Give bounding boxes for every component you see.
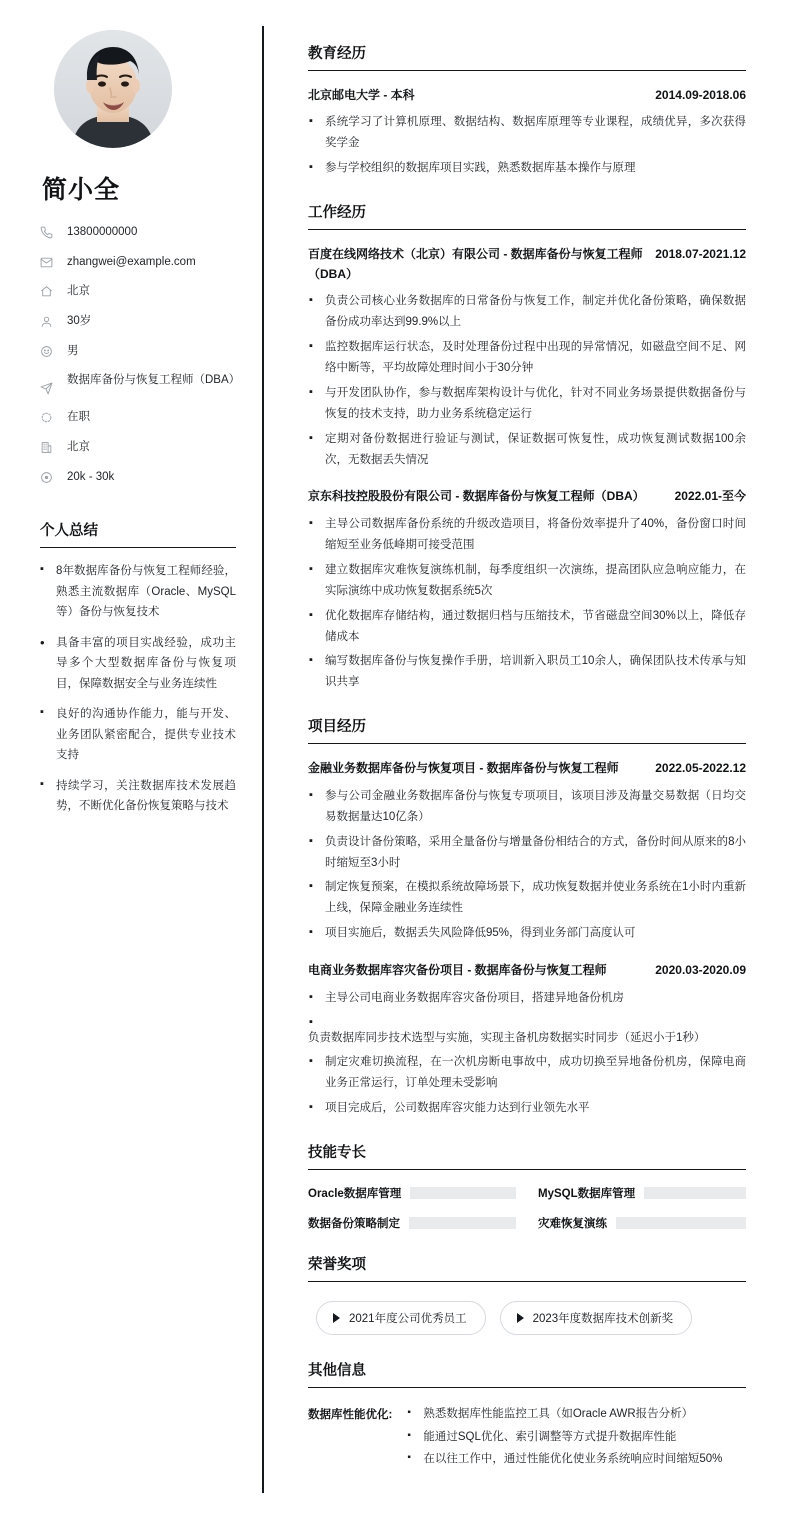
honor-chip[interactable]: [316, 1301, 486, 1335]
section-projects: [308, 715, 746, 1119]
skill-name: 数据备份策略制定: [308, 1218, 400, 1231]
contact-item-work-city: [40, 439, 236, 456]
entry-date: 2022.01-至今: [674, 489, 746, 504]
section-education: [308, 42, 746, 179]
list-item-empty: [308, 1013, 746, 1024]
list-item: ▪ 持续学习，关注数据库技术发展趋势，不断优化备份恢复策略与技术: [40, 776, 236, 817]
list-item: ▪ 熟悉数据库性能监控工具（如Oracle AWR报告分析）: [406, 1403, 746, 1425]
skills-grid: [308, 1185, 746, 1231]
honor-chip[interactable]: [500, 1301, 693, 1335]
entry-bullets: [308, 988, 746, 1024]
list-item: ▪ 主导公司电商业务数据库容灾备份项目，搭建异地备份机房: [308, 988, 746, 1009]
other-title: 其他信息: [308, 1359, 746, 1388]
list-item: ▪ 负责设计备份策略，采用全量备份与增量备份相结合的方式，备份时间从原来的8小时缩短至3小时: [308, 832, 746, 874]
education-entry: [308, 86, 746, 179]
entry-bullets-continued: [308, 1052, 746, 1119]
work-entry: [308, 487, 746, 693]
list-item: ▪ 负责公司核心业务数据库的日常备份与恢复工作，制定并优化备份策略，确保数据备份成功率达到99.9%以上: [308, 291, 746, 333]
skill-name: Oracle数据库管理: [308, 1188, 402, 1201]
list-item: ▪ 主导公司数据库备份系统的升级改造项目，将备份效率提升了40%，备份窗口时间缩短至业务低峰期可接受范围: [308, 514, 746, 556]
entry-title: 电商业务数据库容灾备份项目 - 数据库备份与恢复工程师: [308, 963, 607, 978]
section-work: [308, 201, 746, 693]
list-item: ▪ 建立数据库灾难恢复演练机制，每季度组织一次演练，提高团队应急响应能力，在实际演练中成功恢复数据系统5次: [308, 560, 746, 602]
projects-title: 项目经历: [308, 715, 746, 744]
user-icon: [40, 314, 60, 329]
contact-value: zhangwei@example.com: [67, 255, 196, 268]
work-title: 工作经历: [308, 201, 746, 230]
section-skills: [308, 1141, 746, 1231]
contact-item-status: [40, 409, 236, 426]
person-name: 简小全: [42, 176, 121, 204]
skill-bar-track: [410, 1187, 516, 1199]
entry-title: 京东科技控股股份有限公司 - 数据库备份与恢复工程师（DBA）: [308, 489, 645, 504]
entry-head: [308, 487, 746, 506]
work-entry: [308, 245, 746, 470]
other-label: 数据库性能优化:: [308, 1409, 393, 1422]
list-item: ▪ 系统学习了计算机原理、数据结构、数据库原理等专业课程，成绩优异，多次获得奖学金: [308, 112, 746, 154]
entry-title: 金融业务数据库备份与恢复项目 - 数据库备份与恢复工程师: [308, 761, 619, 776]
honors-title: 荣誉奖项: [308, 1253, 746, 1282]
building-icon: [40, 440, 60, 455]
contact-item-phone: [40, 224, 236, 241]
list-item: ▪ 项目实施后，数据丢失风险降低95%，得到业务部门高度认可: [308, 923, 746, 944]
entry-date: 2014.09-2018.06: [655, 88, 746, 103]
section-honors: [308, 1253, 746, 1337]
skill-name: 灾难恢复演练: [538, 1218, 607, 1231]
list-item: ▪ 制定恢复预案，在模拟系统故障场景下，成功恢复数据并使业务系统在1小时内重新上线，保障金融业务连续性: [308, 877, 746, 919]
skill-bar-track: [616, 1217, 746, 1229]
contact-item-gender: [40, 343, 236, 360]
project-stray-line: 负责数据库同步技术选型与实施，实现主备机房数据实时同步（延迟小于1秒）: [308, 1031, 706, 1044]
entry-bullets: [308, 786, 746, 944]
avatar-photo-icon: [54, 30, 172, 148]
gender-icon: [40, 344, 60, 359]
play-triangle-icon: [517, 1313, 524, 1323]
contact-value: 男: [67, 344, 79, 357]
section-other: [308, 1359, 746, 1470]
contact-item-position: [40, 372, 241, 396]
list-item: ▪ 参与学校组织的数据库项目实践，熟悉数据库基本操作与原理: [308, 158, 746, 179]
skill-row: [538, 1185, 746, 1201]
contact-value: 北京: [67, 285, 90, 298]
contact-item-email: [40, 254, 236, 271]
contact-item-location: [40, 283, 236, 300]
list-item: ▪ 与开发团队协作，参与数据库架构设计与优化，针对不同业务场景提供数据备份与恢复的技术支持，助力业务系统稳定运行: [308, 383, 746, 425]
entry-title: 百度在线网络技术（北京）有限公司 - 数据库备份与恢复工程师（DBA）: [308, 247, 643, 281]
project-entry: [308, 961, 746, 1119]
skill-row: [308, 1185, 516, 1201]
contact-value: 20k - 30k: [67, 470, 115, 483]
list-item: ▪ 监控数据库运行状态，及时处理备份过程中出现的异常情况，如磁盘空间不足、网络中断等，平均故障处理时间小于30分钟: [308, 337, 746, 379]
entry-title: 北京邮电大学 - 本科: [308, 88, 415, 103]
entry-date: 2022.05-2022.12: [655, 761, 746, 776]
paper-plane-icon: [40, 381, 60, 396]
other-row: [308, 1403, 746, 1470]
list-item: ▪ 制定灾难切换流程，在一次机房断电事故中，成功切换至异地备份机房，保障电商业务正常运行，订单处理未受影响: [308, 1052, 746, 1094]
entry-bullets: [308, 112, 746, 179]
contact-value: 数据库备份与恢复工程师（DBA）: [67, 374, 241, 387]
summary-title: 个人总结: [40, 519, 236, 548]
contact-item-age: [40, 313, 236, 330]
contact-value: 在职: [67, 411, 90, 424]
list-item: ▪ 编写数据库备份与恢复操作手册，培训新入职员工10余人，确保团队技术传承与知识共享: [308, 651, 746, 693]
education-title: 教育经历: [308, 42, 746, 71]
entry-date: 2018.07-2021.12: [655, 247, 746, 262]
coin-icon: [40, 470, 60, 485]
entry-head: [308, 86, 746, 105]
play-triangle-icon: [333, 1313, 340, 1323]
entry-head: [308, 245, 746, 284]
list-item: ▪ 参与公司金融业务数据库备份与恢复专项项目，该项目涉及海量交易数据（日均交易数据量达10亿条）: [308, 786, 746, 828]
contact-value: 30岁: [67, 315, 92, 328]
main-content: [264, 0, 794, 1519]
summary-list: [40, 561, 236, 816]
entry-bullets: [308, 291, 746, 470]
list-item: • 具备丰富的项目实战经验，成功主导多个大型数据库备份与恢复项目，保障数据安全与业务连续性: [40, 633, 236, 694]
entry-date: 2020.03-2020.09: [655, 963, 746, 978]
list-item: ▪ 8年数据库备份与恢复工程师经验，熟悉主流数据库（Oracle、MySQL等）备份与恢复技术: [40, 561, 236, 622]
contact-value: 北京: [67, 441, 90, 454]
sidebar: [0, 0, 264, 1519]
contact-value: 13800000000: [67, 226, 138, 238]
project-entry: [308, 759, 746, 944]
skill-bar-track: [409, 1217, 516, 1229]
contact-item-salary: [40, 469, 236, 486]
phone-icon: [40, 225, 60, 240]
entry-head: [308, 961, 746, 980]
honor-label: 2021年度公司优秀员工: [349, 1313, 467, 1326]
home-icon: [40, 284, 60, 299]
list-item: ▪ 在以往工作中，通过性能优化使业务系统响应时间缩短50%: [406, 1448, 746, 1470]
honor-label: 2023年度数据库技术创新奖: [532, 1313, 674, 1326]
honors-row: [308, 1297, 746, 1337]
skill-name: MySQL数据库管理: [538, 1188, 636, 1201]
contact-list: [40, 224, 241, 485]
entry-head: [308, 759, 746, 778]
status-icon: [40, 410, 60, 425]
avatar: [54, 30, 172, 148]
skill-row: [538, 1215, 746, 1231]
skill-row: [308, 1215, 516, 1231]
list-item: ▪ 定期对备份数据进行验证与测试，保证数据可恢复性，成功恢复测试数据100余次，无数据丢失情况: [308, 429, 746, 471]
entry-bullets: [308, 514, 746, 693]
list-item: ▪ 项目完成后，公司数据库容灾能力达到行业领先水平: [308, 1098, 746, 1119]
list-item: ▪ 能通过SQL优化、索引调整等方式提升数据库性能: [406, 1426, 746, 1448]
list-item: ▪ 良好的沟通协作能力，能与开发、业务团队紧密配合，提供专业技术支持: [40, 704, 236, 765]
other-list: [392, 1403, 746, 1470]
envelope-icon: [40, 255, 60, 270]
skill-bar-track: [644, 1187, 746, 1199]
skills-title: 技能专长: [308, 1141, 746, 1170]
list-item: ▪ 优化数据库存储结构，通过数据归档与压缩技术，节省磁盘空间30%以上，降低存储成本: [308, 606, 746, 648]
section-summary: [40, 519, 236, 816]
